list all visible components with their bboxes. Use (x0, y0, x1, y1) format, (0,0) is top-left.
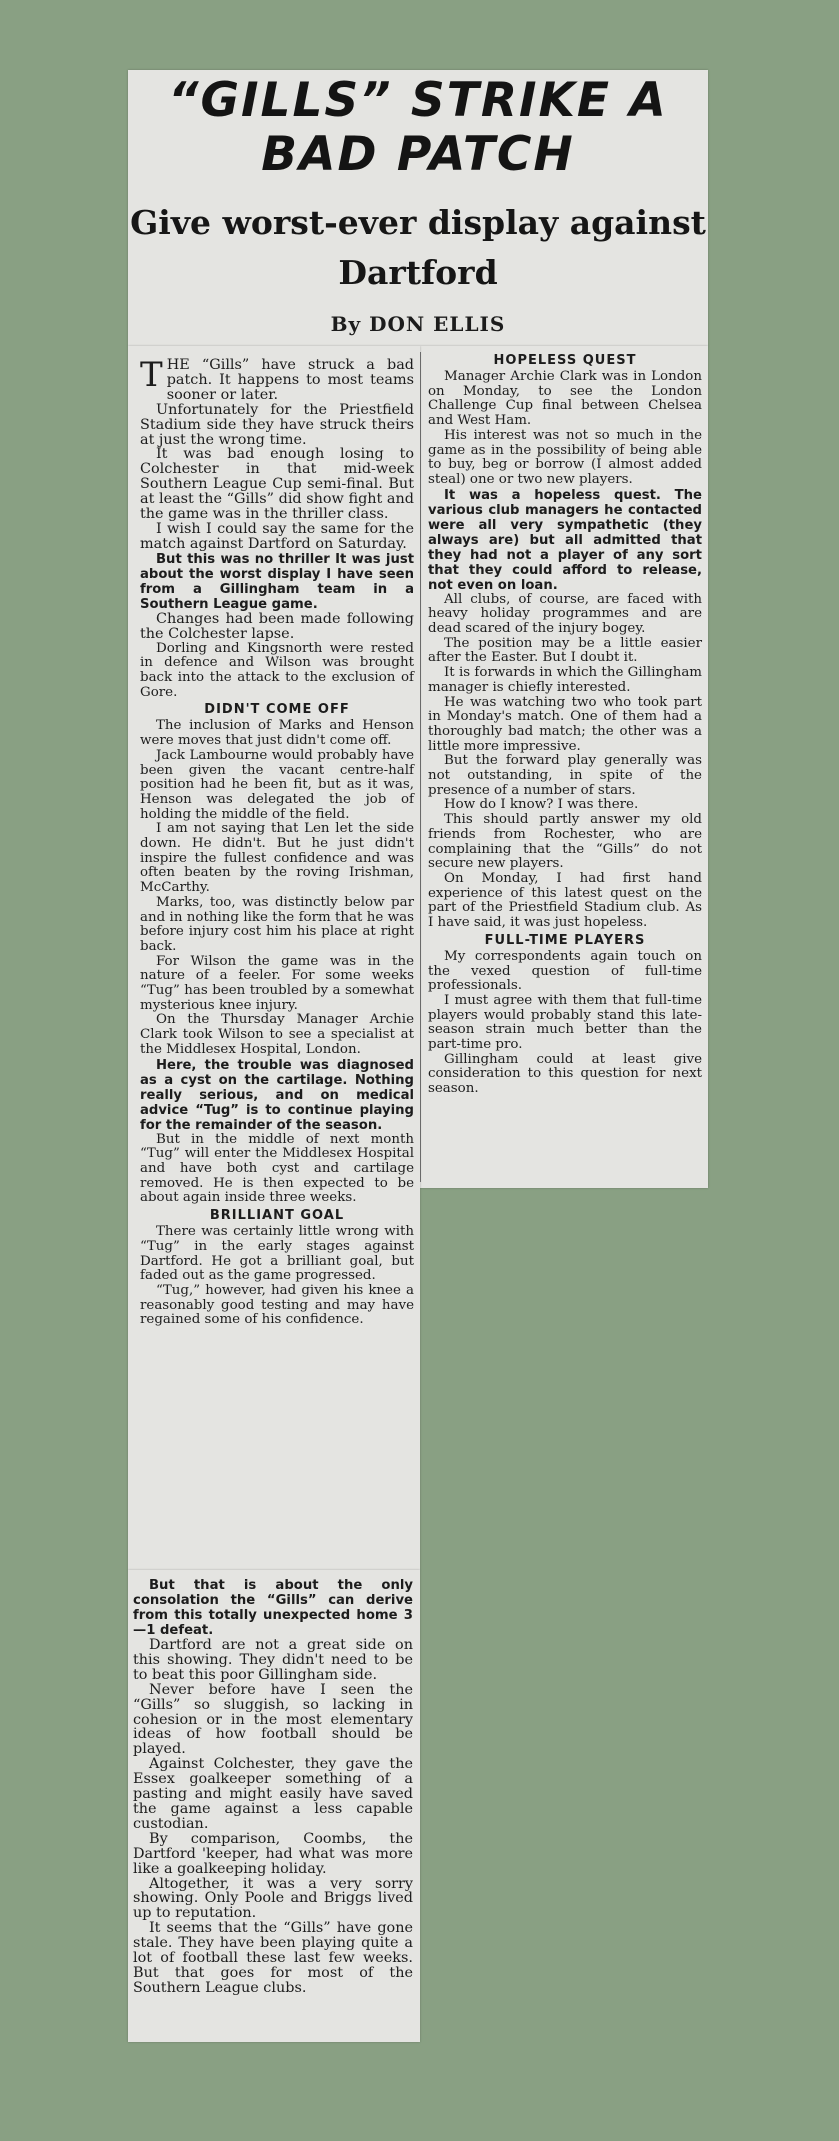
paragraph: Unfortunately for the Priestfield Stadium side they have struck theirs at just the wrong time. (140, 401, 414, 448)
paragraph: But the forward play generally was not outstanding, in spite of the presence of a number of stars. (428, 753, 702, 798)
paragraph: It seems that the “Gills” have gone stale. They have been playing quite a lot of football these last few weeks. But that goes for most of the Southern League clubs. (133, 1920, 413, 1996)
paragraph: On the Thursday Manager Archie Clark took Wilson to see a specialist at the Middlesex Hospital, London. (140, 1012, 414, 1057)
subheadline: Give worst-ever display against Dartford (130, 203, 706, 292)
paragraph: There was certainly little wrong with “Tug” in the early stages against Dartford. He got a brilliant goal, but faded out as the game progressed. (140, 1224, 414, 1284)
column-divider (420, 352, 421, 1182)
subheading: HOPELESS QUEST (493, 353, 637, 368)
paragraph: All clubs, of course, are faced with heavy holiday programmes and are dead scared of the injury bogey. (428, 591, 702, 637)
paragraph: His interest was not so much in the game as in the possibility of being able to buy, beg or borrow (I almost added steal) one or two new players. (428, 427, 702, 487)
paragraph: Manager Archie Clark was in London on Monday, to see the London Challenge Cup final between Chelsea and West Ham. (428, 369, 702, 429)
paragraph-bold: But that is about the only consolation the “Gills” can derive from this totally unexpected home 3—1 defeat. (133, 1578, 413, 1638)
paragraph: THE “Gills” have struck a bad patch. It happens to most teams sooner or later. (140, 355, 414, 403)
paragraph-bold: But this was no thriller It was just about the worst display I have seen from a Gillingham team in a Southern League game. (140, 551, 414, 612)
paragraph: It was bad enough losing to Colchester in that mid-week Southern League Cup semi-final. But at least the “Gills” did show fight and the game was in the thriller class. (140, 446, 414, 523)
paragraph-bold: Here, the trouble was diagnosed as a cyst on the cartilage. Nothing really serious, and on medical advice “Tug” is to continue playing for the remainder of the season. (140, 1057, 414, 1133)
paragraph: My correspondents again touch on the vexed question of full-time professionals. (428, 948, 702, 994)
drop-cap: T (140, 355, 163, 395)
paragraph: This should partly answer my old friends from Rochester, who are complaining that the “Gills” do not secure new players. (428, 812, 702, 872)
article-column-2 (428, 351, 702, 1097)
byline: By DON ELLIS (330, 312, 506, 336)
paragraph: He was watching two who took part in Monday's match. One of them had a thoroughly bad match; the other was a little more impressive. (428, 694, 702, 754)
paragraph: I wish I could say the same for the match against Dartford on Saturday. (140, 520, 414, 552)
paragraph: Marks, too, was distinctly below par and in nothing like the form that he was before injury cost him his place at right back. (140, 894, 414, 954)
paragraph-bold: It was a hopeless quest. The various club managers he contacted were all very sympathetic (they always are) but all admitted that they had not a player of any sort that they could afford to release, not even on loan. (428, 487, 702, 593)
paragraph: By comparison, Coombs, the Dartford 'keeper, had what was more like a goalkeeping holiday. (133, 1830, 413, 1877)
paragraph: For Wilson the game was in the nature of a feeler. For some weeks “Tug” has been troubled by a somewhat mysterious knee injury. (140, 953, 414, 1013)
paragraph: Dorling and Kingsnorth were rested in defence and Wilson was brought back into the attack to the exclusion of Gore. (140, 640, 414, 700)
paragraph: The inclusion of Marks and Henson were moves that just didn't come off. (140, 718, 414, 749)
subheading: DIDN'T COME OFF (204, 702, 350, 718)
paragraph: Changes had been made following the Colchester lapse. (140, 610, 414, 642)
article-column-1 (140, 355, 414, 1328)
paragraph: How do I know? I was there. (444, 797, 639, 813)
paragraph: But in the middle of next month “Tug” will enter the Middlesex Hospital and have both cyst and cartilage removed. He is then expected to be about again inside three weeks. (140, 1131, 414, 1206)
paragraph: On Monday, I had first hand experience of this latest quest on the part of the Priestfield Stadium club. As I have said, it was just hopeless. (428, 870, 702, 931)
subheading: FULL-TIME PLAYERS (484, 932, 646, 948)
paragraph: It is forwards in which the Gillingham manager is chiefly interested. (428, 665, 702, 695)
paragraph: The position may be a little easier after the Easter. But I doubt it. (428, 635, 702, 666)
paragraph: “Tug,” however, had given his knee a reasonably good testing and may have regained some of his confidence. (140, 1282, 414, 1328)
paragraph: Dartford are not a great side on this showing. They didn't need to be to beat this poor Gillingham side. (133, 1637, 413, 1683)
article-column-1-continued (133, 1578, 413, 1996)
paragraph: Altogether, it was a very sorry showing. Only Poole and Briggs lived up to reputation. (133, 1875, 413, 1922)
paragraph: I am not saying that Len let the side down. He didn't. But he just didn't inspire the fullest confidence and was often beaten by the roving Irishman, McCarthy. (140, 821, 414, 896)
paragraph: Jack Lambourne would probably have been given the vacant centre-half position had he been fit, but as it was, Henson was delegated the job of holding the middle of the field. (140, 747, 414, 822)
headline: “GILLS” STRIKE A BAD PATCH (168, 73, 668, 182)
paragraph: Against Colchester, they gave the Essex goalkeeper something of a pasting and might easily have saved the game against a less capable custodian. (133, 1756, 413, 1832)
paragraph: Never before have I seen the “Gills” so sluggish, so lacking in cohesion or in the most elementary ideas of how football should be played. (133, 1681, 413, 1758)
subheading: BRILLIANT GOAL (209, 1208, 345, 1224)
paragraph: Gillingham could at least give consideration to this question for next season. (428, 1051, 702, 1097)
paragraph: I must agree with them that full-time players would probably stand this late-season strain much better than the part-time pro. (428, 992, 702, 1053)
